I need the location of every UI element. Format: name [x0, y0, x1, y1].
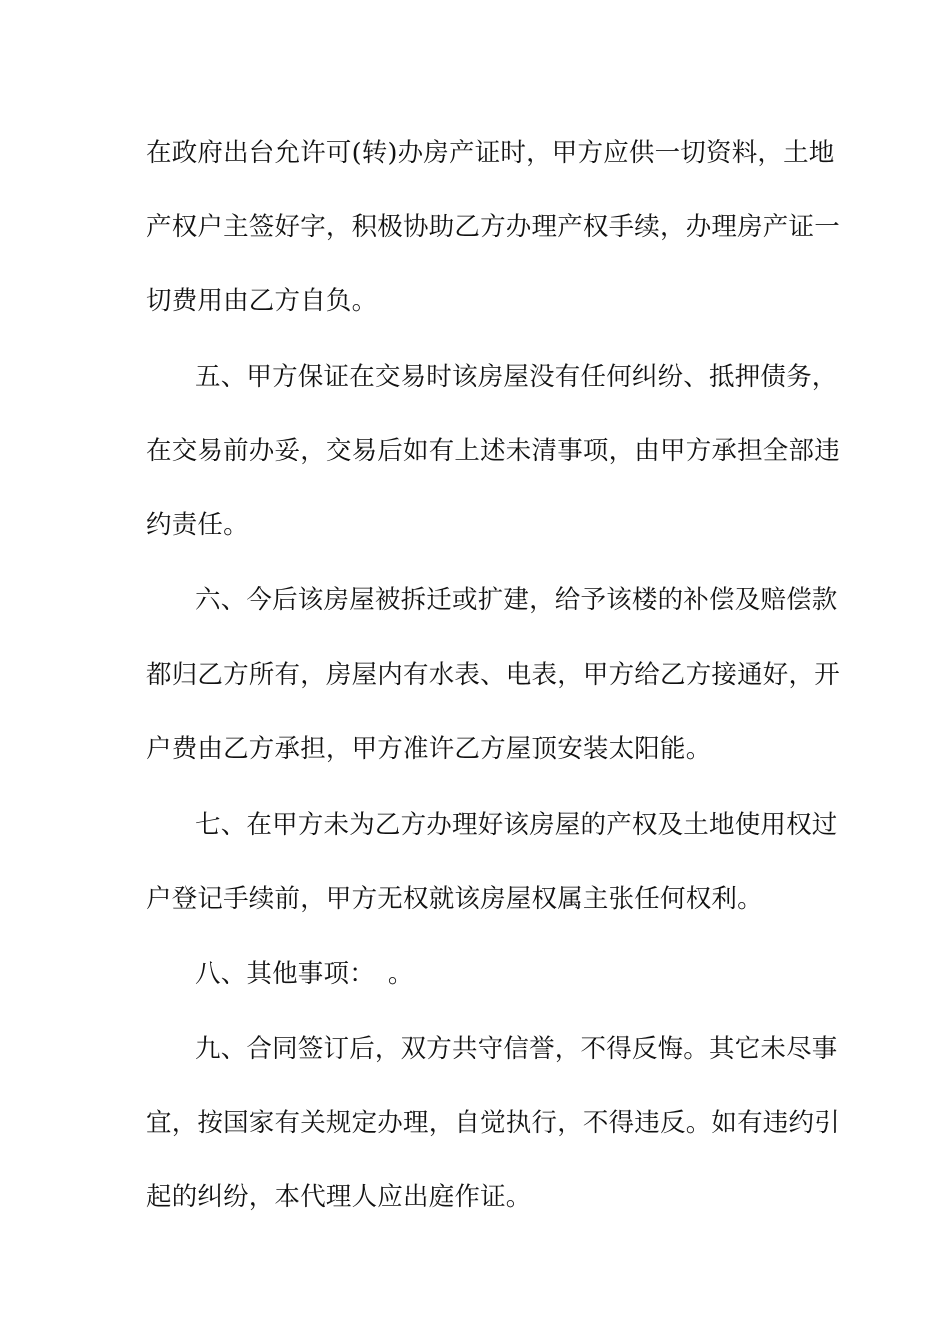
text-line-1: 在政府出台允许可(转)办房产证时，甲方应供一切资料，土地: [146, 138, 835, 168]
clause-5-line-3: 约责任。: [146, 510, 249, 540]
clause-6-line-3: 户费由乙方承担，甲方准许乙方屋顶安装太阳能。: [146, 734, 712, 764]
clause-7-line-2: 户登记手续前，甲方无权就该房屋权属主张任何权利。: [146, 884, 763, 914]
clause-6-line-1: 六、今后该房屋被拆迁或扩建，给予该楼的补偿及赔偿款: [195, 585, 838, 615]
text-line-3: 切费用由乙方自负。: [146, 286, 378, 316]
clause-8-line-1: 八、其他事项： 。: [195, 959, 414, 989]
clause-9-line-3: 起的纠纷，本代理人应出庭作证。: [146, 1182, 532, 1212]
clause-7-line-1: 七、在甲方未为乙方办理好该房屋的产权及土地使用权过: [195, 810, 838, 840]
clause-9-line-1: 九、合同签订后，双方共守信誉，不得反悔。其它未尽事: [195, 1034, 838, 1064]
clause-5-line-2: 在交易前办妥，交易后如有上述未清事项，由甲方承担全部违: [146, 436, 840, 466]
clause-5-line-1: 五、甲方保证在交易时该房屋没有任何纠纷、抵押债务，: [195, 362, 838, 392]
clause-9-line-2: 宜，按国家有关规定办理，自觉执行，不得违反。如有违约引: [146, 1108, 840, 1138]
text-line-2: 产权户主签好字，积极协助乙方办理产权手续，办理房产证一: [146, 212, 840, 242]
clause-6-line-2: 都归乙方所有，房屋内有水表、电表，甲方给乙方接通好，开: [146, 660, 840, 690]
